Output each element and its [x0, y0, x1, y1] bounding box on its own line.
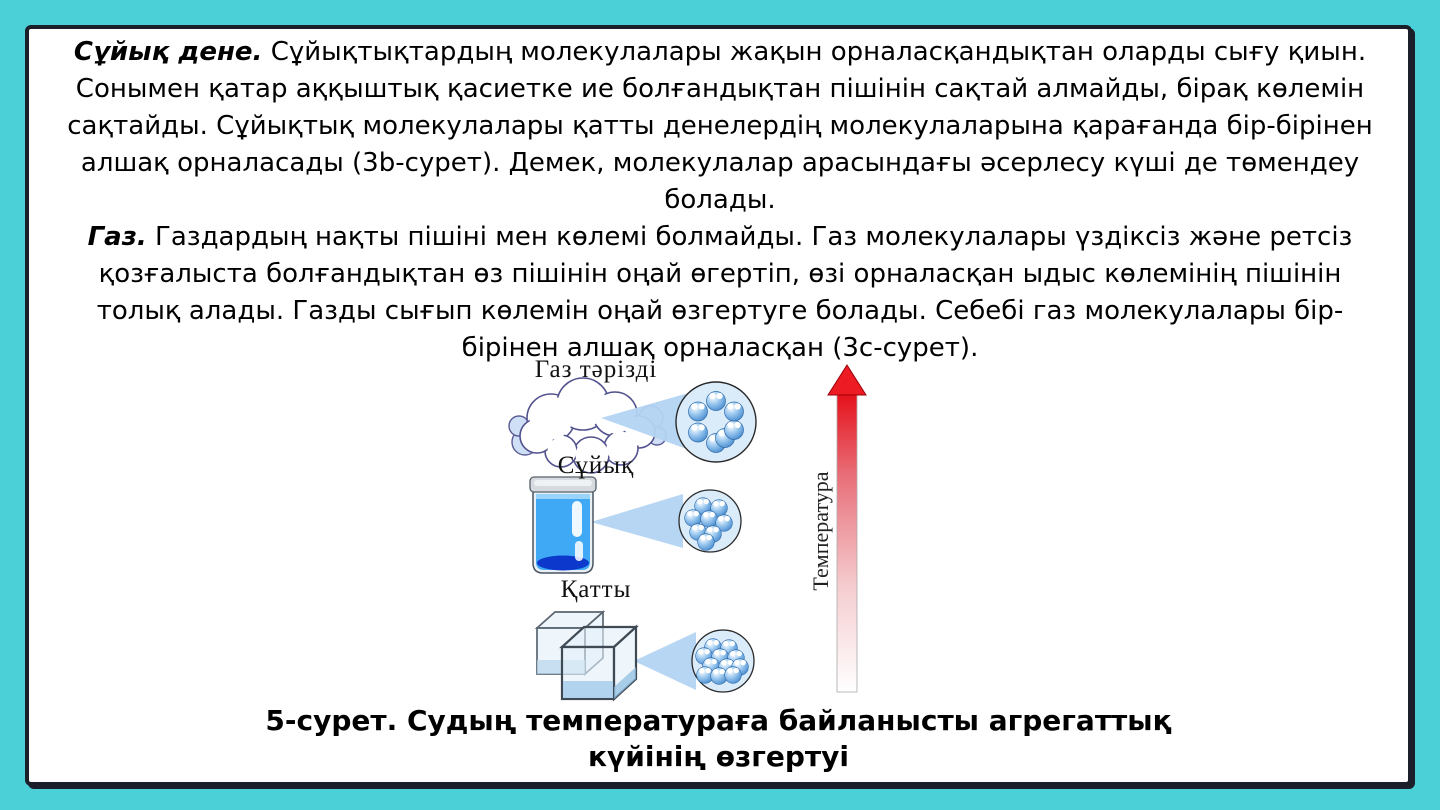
text-line: бірінен алшақ орналасқан (3c-сурет). [461, 333, 979, 363]
text-line: Сонымен қатар аққыштық қасиетке ие болғандықтан пішінін сақтай алмайды, бірақ көлемін [75, 74, 1365, 104]
beaker-icon [530, 477, 596, 573]
liquid-paragraph-lead: Сұйық дене. [73, 37, 263, 67]
temperature-axis-label: Температура [808, 471, 833, 591]
figure-states-of-matter [501, 356, 886, 706]
gas-molecules-icon [676, 382, 756, 462]
solid-state-label: Қатты [560, 576, 632, 603]
gas-line1: Газдардың нақты пішіні мен көлемі болмайды. Газ молекулалары үздіксіз және ретсіз [146, 222, 1353, 252]
caption-line-2: күйінің өзгертуі [587, 740, 850, 773]
text-line [33, 34, 1407, 71]
content-box [25, 25, 1412, 786]
text-line: қозғалыста болғандықтан өз пішінін оңай өгертіп, өзі орналасқан ыдыс көлемінің пішінін [98, 259, 1342, 289]
liquid-line1: Сұйықтықтардың молекулалары жақын орналасқандықтан оларды сығу қиын. [262, 37, 1367, 67]
liquid-state-label: Сұйық [557, 452, 635, 479]
figure-caption [29, 703, 1408, 775]
gas-state-label: Газ тәрізді [534, 356, 658, 383]
text-line: болады. [664, 185, 776, 215]
solid-molecules-icon [692, 630, 754, 692]
gas-paragraph-lead: Газ. [87, 222, 147, 252]
text-line: сақтайды. Сұйықтық молекулалары қатты денелердің молекулаларына қарағанда бір-бірінен [67, 111, 1373, 141]
text-line [33, 219, 1407, 256]
caption-line-1: 5-сурет. Судың температураға байланысты агрегаттық [265, 704, 1172, 737]
text-line: алшақ орналасады (3b-сурет). Демек, молекулалар арасындағы әсерлесу күші де төмендеу [80, 148, 1360, 178]
liquid-molecules-icon [679, 490, 741, 552]
body-text [33, 34, 1407, 367]
text-line: толық алады. Газды сығып көлемін оңай өзгертуге болады. Себебі газ молекулалары бір- [96, 296, 1344, 326]
